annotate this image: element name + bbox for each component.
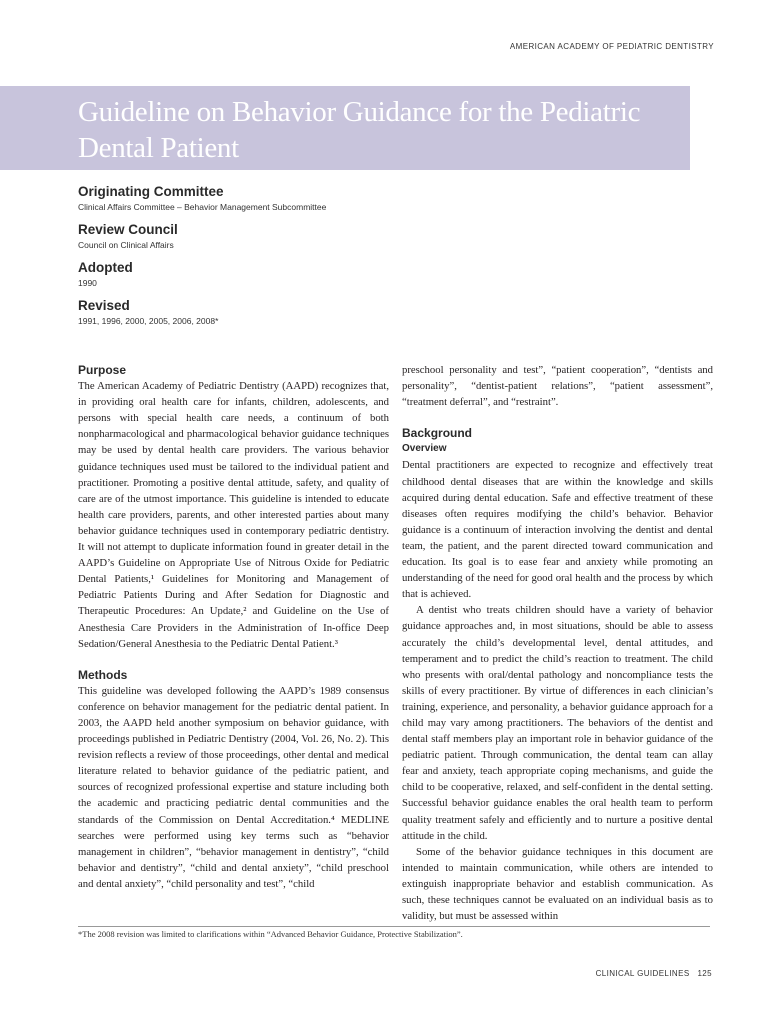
footnote-divider xyxy=(78,926,710,927)
meta-value-review: Council on Clinical Affairs xyxy=(78,240,174,250)
meta-label-review: Review Council xyxy=(78,222,178,237)
purpose-text: The American Academy of Pediatric Dentistry (AAPD) recognizes that, in providing oral health care for infants, children, adolescents, and persons with special health care needs, a continuum of both nonpharmacological and pharmacological behavior guidance techniques may be used by dental health care providers. The various behavior guidance techniques used must be tailored to the individual patient and practitioner. Promoting a positive dental attitude, safety, and quality of care are of the utmost importance. This guideline is intended to educate health care providers, parents, and other interested parties about many behavior guidance techniques used in contemporary pediatric dentistry. It will not attempt to duplicate information found in greater detail in the AAPD’s Guideline on Appropriate Use of Nitrous Oxide for Pediatric Dental Patients,¹ Guidelines for Monitoring and Management of Pediatric Patients During and After Sedation for Diagnostic and Therapeutic Procedures: An Update,² and Guideline on the Use of Anesthesia Care Providers in the Administration of In-office Deep Sedation/General Anesthesia to the Pediatric Dental Patient.³ xyxy=(78,380,389,650)
guideline-meta xyxy=(78,184,478,336)
purpose-heading: Purpose xyxy=(78,363,127,377)
methods-text: This guideline was developed following the AAPD’s 1989 consensus conference on behavior management for the pediatric dental patient. In 2003, the AAPD held another symposium on behavior guidance, with proceedings published in Pediatric Dentistry (2004, Vol. 26, No. 2). This revision reflects a review of those proceedings, other dental and medical literature related to behavior guidance of the pediatric patient, and sources of recognized professional expertise and stature including both the academic and practicing pediatric dental communities and the standards of the Commission on Dental Accreditation.⁴ MEDLINE searches were performed using key terms such as “behavior management in children”, “behavior management in dentistry”, “child behavior and dentistry”, “child and dental anxiety”, “child preschool and dental anxiety”, “child personality and test”, “child xyxy=(78,684,389,890)
page-number: 125 xyxy=(697,969,712,978)
methods-heading: Methods xyxy=(78,667,128,682)
left-column xyxy=(78,362,389,892)
overview-subheading: Overview xyxy=(402,443,447,455)
background-heading: Background xyxy=(402,426,473,441)
background-paragraph: Dental practitioners are expected to recognize and effectively treat childhood dental diseases that are within the knowledge and skills acquired during dental education. Safe and effective treatment of these diseases often requires modifying the child’s behavior. Behavior guidance is a continuum of interaction involving the dentist and dental team, the patient, and the parent directed toward communication and education. Its goal is to ease fear and anxiety while promoting an understanding of the need for good oral health and the process by which that is achieved. xyxy=(402,459,713,601)
methods-text-continued: preschool personality and test”, “patient cooperation”, “dentists and personality”, “dentist-patient relations”, “patient assessment”, “treatment deferral”, and “restraint”. xyxy=(402,364,713,409)
background-paragraph: Some of the behavior guidance techniques in this document are intended to maintain communication, while others are intended to extinguish inappropriate behavior and establish communication. As such, these techniques cannot be evaluated on an individual basis as to validity, but must be assessed within xyxy=(402,845,713,923)
meta-label-adopted: Adopted xyxy=(78,260,133,275)
running-header: AMERICAN ACADEMY OF PEDIATRIC DENTISTRY xyxy=(509,42,714,51)
background-paragraph: A dentist who treats children should have a variety of behavior guidance approaches and, in most situations, should be able to assess accurately the child’s developmental level, dental attitudes, and temperament and to predict the child’s reaction to treatment. The child who presents with oral/dental pathology and noncompliance tests the skills of every practitioner. By virtue of differences in each clinician’s training, experience, and personality, a behavior guidance approach for a child may vary among practitioners. The behaviors of the dentist and dental staff members play an important role in behavior guidance of the pediatric patient. Through communication, the dental team can allay fear and anxiety, teach appropriate coping mechanisms, and guide the child to be cooperative, relaxed, and self-confident in the dental setting. Successful behavior guidance enables the oral health team to perform quality treatment safely and efficiently and to nurture a positive dental attitude in the child. xyxy=(402,604,713,842)
meta-value-adopted: 1990 xyxy=(78,278,97,288)
meta-label-revised: Revised xyxy=(78,298,130,313)
page-title: Guideline on Behavior Guidance for the Pediatric Dental Patient xyxy=(78,96,641,164)
meta-label-originating: Originating Committee xyxy=(78,184,224,199)
meta-value-originating: Clinical Affairs Committee – Behavior Management Subcommittee xyxy=(78,202,327,212)
footer-section: CLINICAL GUIDELINES xyxy=(595,969,690,978)
footnote: *The 2008 revision was limited to clarifications within “Advanced Behavior Guidance, Protective Stabilization”. xyxy=(78,929,463,939)
right-column xyxy=(402,362,713,924)
meta-value-revised: 1991, 1996, 2000, 2005, 2006, 2008* xyxy=(78,316,219,326)
page-footer xyxy=(596,969,712,978)
